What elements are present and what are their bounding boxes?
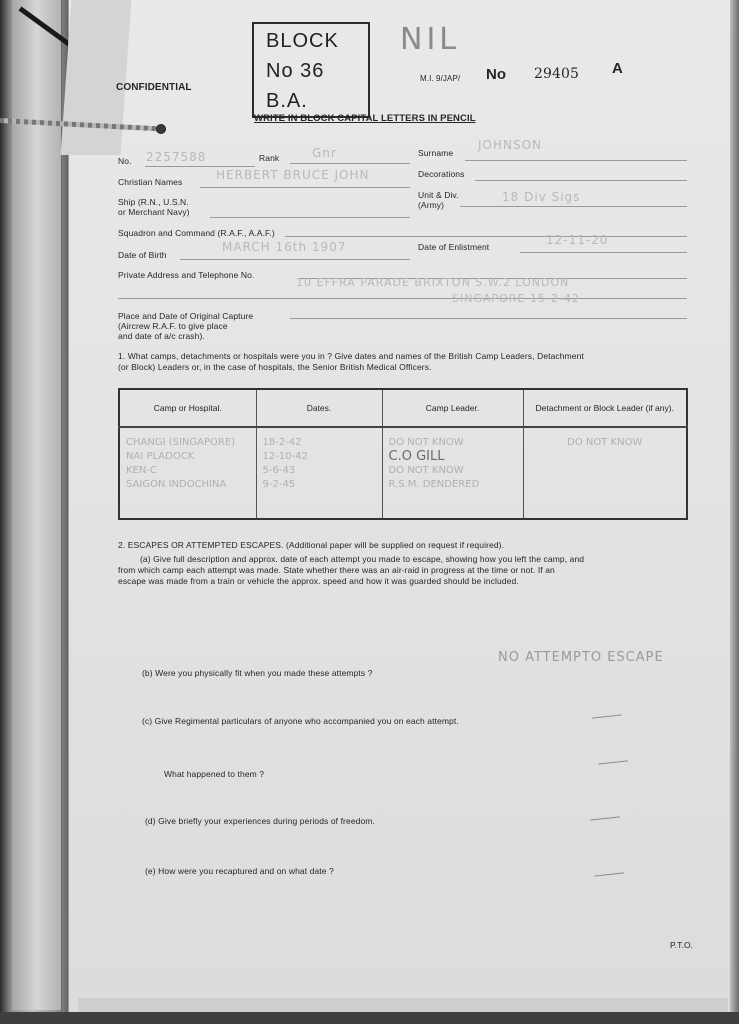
camp-row-3: KEN-C xyxy=(126,465,157,476)
pto-label: P.T.O. xyxy=(670,940,694,950)
enlistment-line xyxy=(520,252,687,253)
section2-a-line-3: escape was made from a train or vehicle the approx. speed and how it was guarded should be included. xyxy=(118,576,519,586)
stamp-line-2: No 36 xyxy=(266,60,325,82)
leader-row-2: C.O GILL xyxy=(388,449,445,464)
capture-label-3: and date of a/c crash). xyxy=(118,331,205,341)
page-stack-edge xyxy=(730,0,739,1024)
christian-names-value: HERBERT BRUCE JOHN xyxy=(216,168,370,182)
folder-spine xyxy=(12,0,62,1010)
serial-number: 29405 xyxy=(534,66,580,82)
block-stamp xyxy=(252,22,370,118)
squadron-label: Squadron and Command (R.A.F., A.A.F.) xyxy=(118,228,275,238)
stamp-line-3: B.A. xyxy=(266,90,308,112)
handwritten-nil: NIL xyxy=(400,22,461,57)
punch-hole xyxy=(156,124,166,134)
section2-c-question: (c) Give Regimental particulars of anyone who accompanied you on each attempt. xyxy=(142,716,459,726)
unit-value: 18 Div Sigs xyxy=(502,190,581,204)
table-cell-camps xyxy=(119,427,256,519)
confidential-label: CONFIDENTIAL xyxy=(116,82,192,93)
surname-value: JOHNSON xyxy=(478,138,543,152)
leader-row-3: DO NOT KNOW xyxy=(388,465,464,476)
col-dates: Dates. xyxy=(256,389,382,427)
section2-b-answer: NO ATTEMPTO ESCAPE xyxy=(498,650,664,665)
section2-a-line-1: (a) Give full description and approx. date of each attempt you made to escape, showing how you left the camp, and xyxy=(140,554,585,564)
christian-names-line xyxy=(200,187,410,188)
no-label: No. xyxy=(118,156,132,166)
no-line xyxy=(145,166,255,167)
leader-row-4: R.S.M. DENDERED xyxy=(388,479,480,490)
ship-line xyxy=(210,217,410,218)
camp-row-1: CHANGI (SINGAPORE) xyxy=(126,437,236,448)
section2-b-question: (b) Were you physically fit when you made these attempts ? xyxy=(142,668,373,678)
camp-row-2: NAI PLADOCK xyxy=(126,451,195,462)
section2-heading: 2. ESCAPES OR ATTEMPTED ESCAPES. (Additional paper will be supplied on request if required). xyxy=(118,540,505,550)
pencil-instruction: WRITE IN BLOCK CAPITAL LETTERS IN PENCIL xyxy=(254,113,476,124)
unit-label-1: Unit & Div. xyxy=(418,190,459,200)
section2-d-question: (d) Give briefly your experiences during periods of freedom. xyxy=(145,816,375,826)
camp-row-4: SAIGON INDOCHINA xyxy=(126,479,227,490)
table-cell-dates xyxy=(256,427,382,519)
capture-line xyxy=(290,318,687,319)
capture-label-1: Place and Date of Original Capture xyxy=(118,311,254,321)
camps-table xyxy=(118,388,688,520)
surname-line xyxy=(465,160,687,161)
section2-e-question: (e) How were you recaptured and on what date ? xyxy=(145,866,334,876)
address-value-1: 10 EFFRA PARADE BRIXTON S.W.2 LONDON xyxy=(296,276,570,289)
desk-surface xyxy=(0,1012,739,1024)
unit-line xyxy=(460,206,687,207)
decorations-label: Decorations xyxy=(418,169,465,179)
date-row-4: 9-2-45 xyxy=(262,479,296,490)
form-reference: M.I. 9/JAP/ xyxy=(420,74,461,83)
section2-c-subquestion: What happened to them ? xyxy=(164,769,265,779)
no-value: 2257588 xyxy=(146,150,207,164)
address-label: Private Address and Telephone No. xyxy=(118,270,255,280)
ship-label-1: Ship (R.N., U.S.N. xyxy=(118,197,189,207)
date-row-2: 12-10-42 xyxy=(262,451,308,462)
address-line-2 xyxy=(118,298,687,299)
dob-value: MARCH 16th 1907 xyxy=(222,240,347,254)
section1-question-2: (or Block) Leaders or, in the case of hospitals, the Senior British Medical Officers. xyxy=(118,362,432,372)
table-row xyxy=(119,427,687,519)
dob-line xyxy=(180,259,410,260)
rank-label: Rank xyxy=(259,153,280,163)
date-row-1: 18-2-42 xyxy=(262,437,302,448)
section2-a-line-2: from which camp each attempt was made. State whether there was an air-raid in progress at the time or not. If an xyxy=(118,565,555,575)
unit-label-2: (Army) xyxy=(418,200,445,210)
squadron-line xyxy=(285,236,687,237)
detachment-row-1: DO NOT KNOW xyxy=(567,437,643,448)
serial-suffix: A xyxy=(612,60,623,77)
dob-label: Date of Birth xyxy=(118,250,167,260)
serial-no-label: No xyxy=(486,66,507,83)
table-cell-leaders xyxy=(382,427,523,519)
christian-names-label: Christian Names xyxy=(118,177,183,187)
address-value-2: SINGAPORE 15-2-42 xyxy=(452,292,580,305)
enlistment-label: Date of Enlistment xyxy=(418,242,490,252)
col-detachment-leader: Detachment or Block Leader (if any). xyxy=(523,389,687,427)
surname-label: Surname xyxy=(418,148,454,158)
table-cell-detachment xyxy=(523,427,687,519)
decorations-line xyxy=(475,180,687,181)
leader-row-1: DO NOT KNOW xyxy=(388,437,464,448)
capture-label-2: (Aircrew R.A.F. to give place xyxy=(118,321,228,331)
rank-line xyxy=(290,163,410,164)
folded-corner xyxy=(61,0,132,155)
col-camp: Camp or Hospital. xyxy=(119,389,256,427)
stamp-line-1: BLOCK xyxy=(266,30,339,52)
ship-label-2: or Merchant Navy) xyxy=(118,207,190,217)
date-row-3: 5-6-43 xyxy=(262,465,296,476)
enlistment-value: 12-11-20 xyxy=(546,233,609,247)
section1-question-1: 1. What camps, detachments or hospitals were you in ? Give dates and names of the British Camp Leaders, Detachment xyxy=(118,351,584,361)
col-camp-leader: Camp Leader. xyxy=(382,389,523,427)
rank-value: Gnr xyxy=(312,146,337,160)
